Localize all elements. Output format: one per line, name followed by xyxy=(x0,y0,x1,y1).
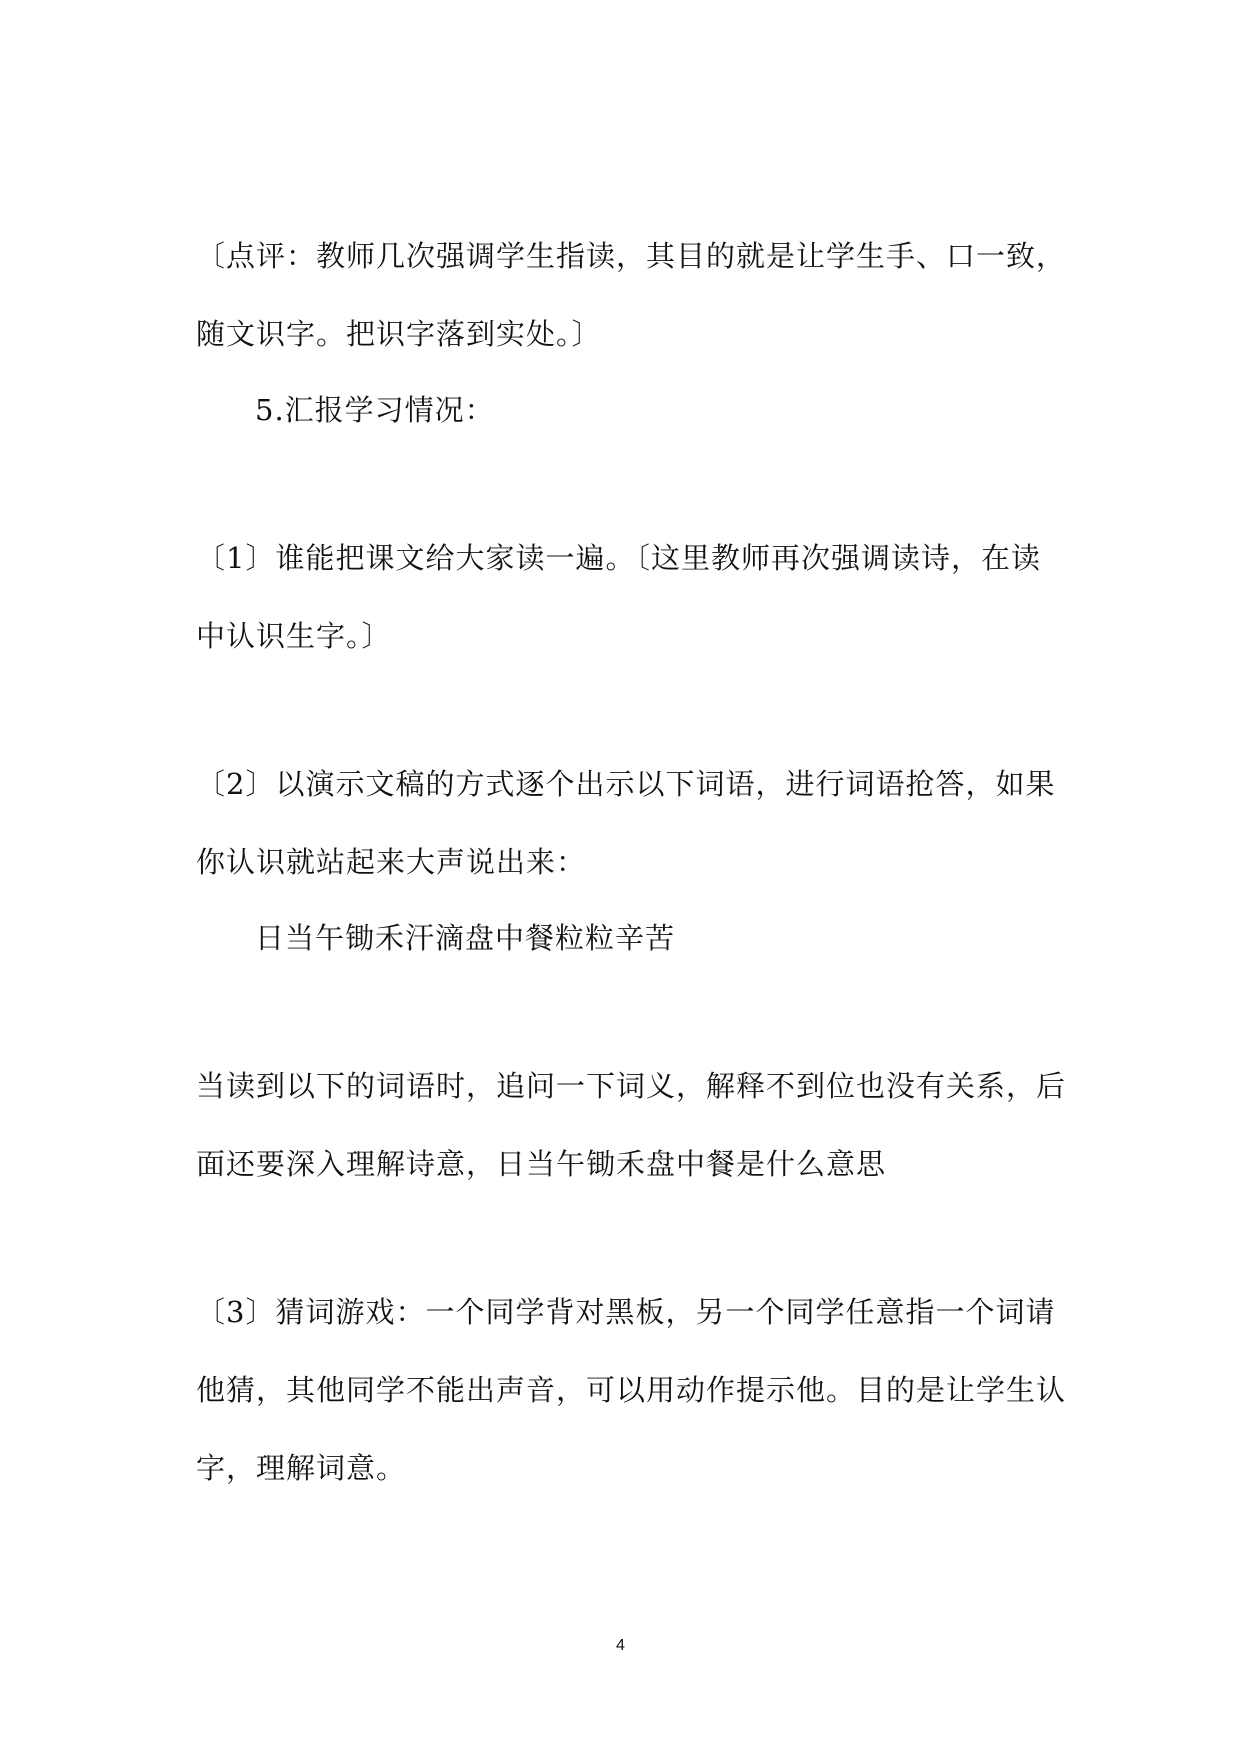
note-line-1: 当读到以下的词语时，追问一下词义，解释不到位也没有关系，后 xyxy=(196,1069,1067,1103)
word-list: 日当午锄禾汗滴盘中餐粒粒辛苦 xyxy=(255,921,676,955)
item-3-line-3: 字，理解词意。 xyxy=(196,1451,407,1485)
item-2-line-1: 〔2〕以演示文稿的方式逐个出示以下词语，进行词语抢答，如果 xyxy=(196,767,1056,801)
item-3-line-1: 〔3〕猜词游戏：一个同学背对黑板，另一个同学任意指一个词请 xyxy=(196,1295,1056,1329)
comment-line-1: 〔点评：教师几次强调学生指读，其目的就是让学生手、口一致， xyxy=(196,239,1067,273)
item-3-line-2: 他猜，其他同学不能出声音，可以用动作提示他。目的是让学生认 xyxy=(196,1373,1067,1407)
page-number: 4 xyxy=(616,1637,625,1654)
comment-line-2: 随文识字。把识字落到实处。〕 xyxy=(196,317,602,351)
item-1-line-1: 〔1〕谁能把课文给大家读一遍。〔这里教师再次强调读诗，在读 xyxy=(196,541,1041,575)
item-1-line-2: 中认识生字。〕 xyxy=(196,619,392,653)
note-line-2: 面还要深入理解诗意，日当午锄禾盘中餐是什么意思 xyxy=(196,1147,887,1181)
item-2-line-2: 你认识就站起来大声说出来： xyxy=(196,845,587,879)
step-5-heading: 5.汇报学习情况： xyxy=(255,393,495,427)
